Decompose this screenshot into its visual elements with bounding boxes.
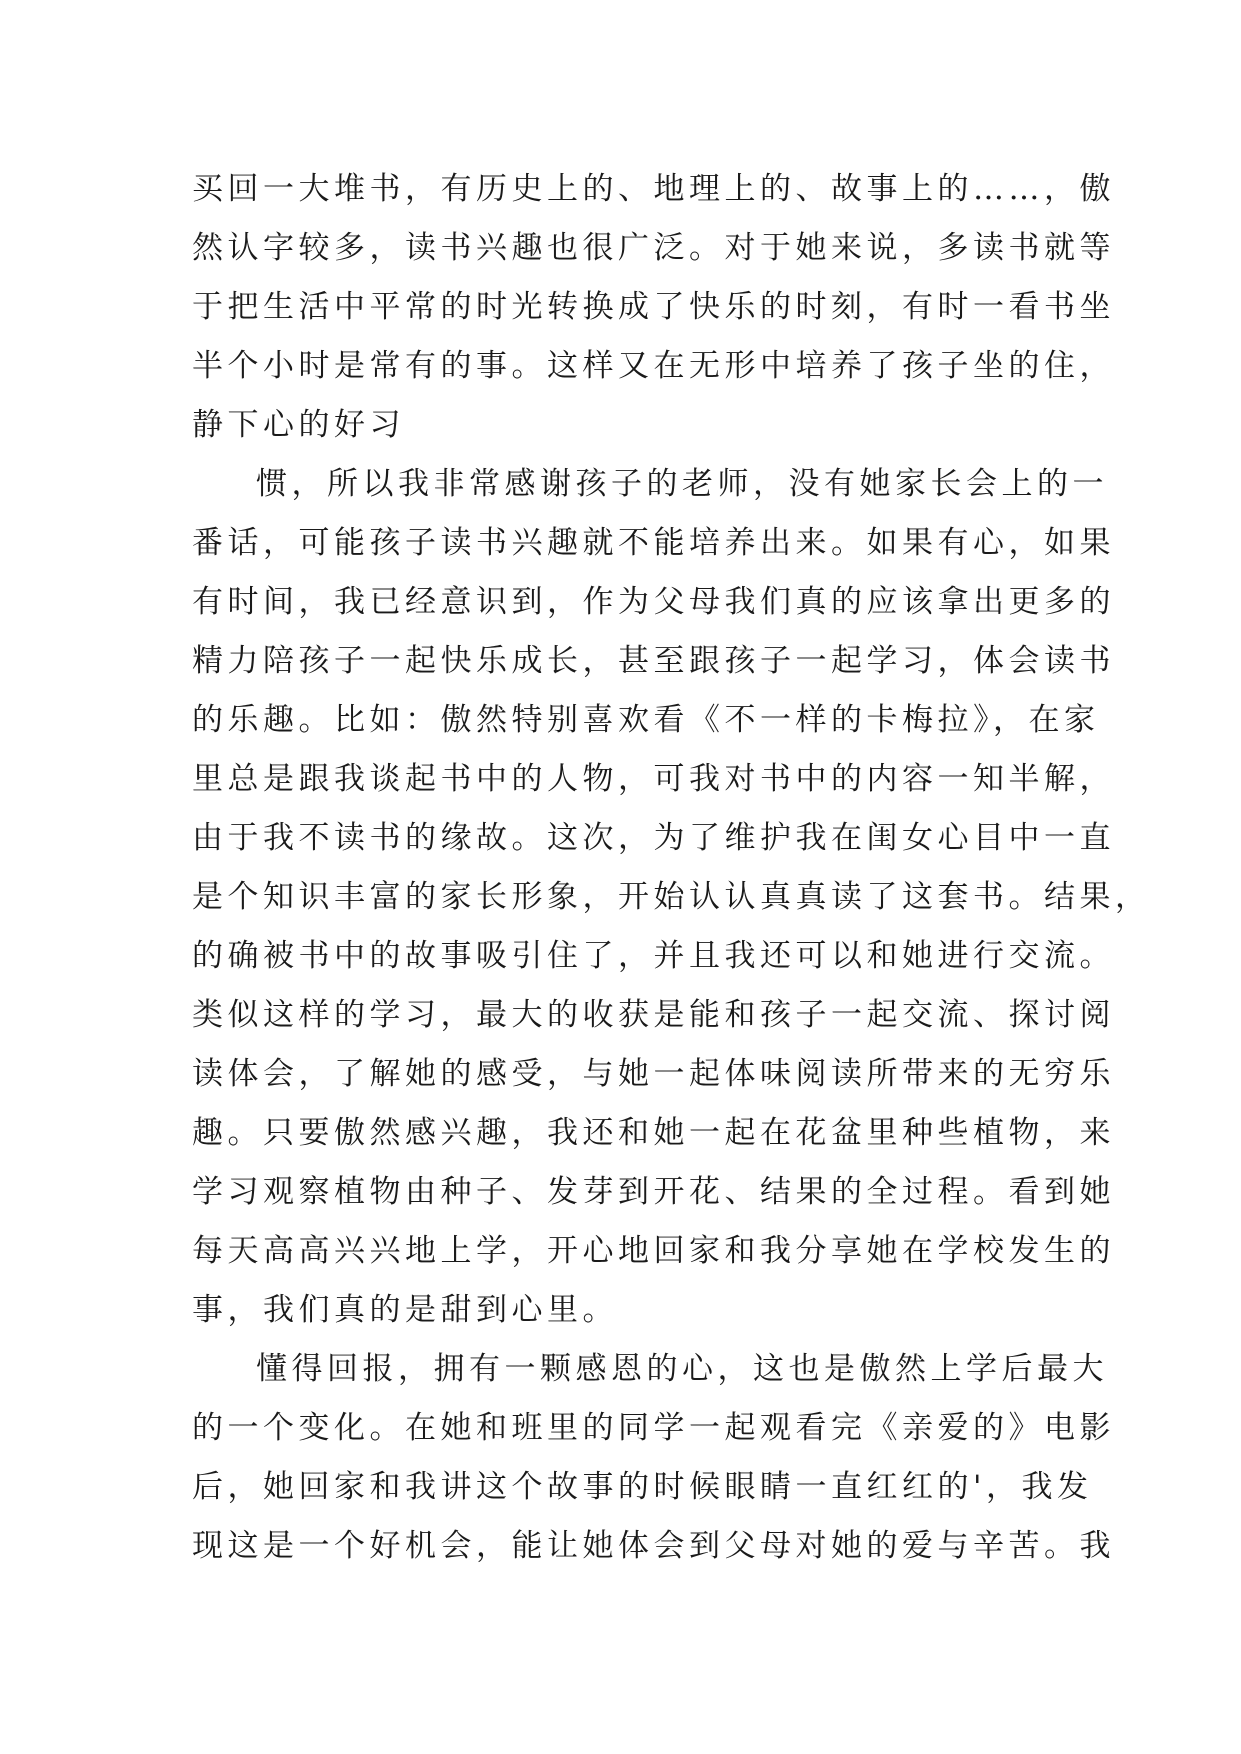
text-line: 现这是一个好机会，能让她体会到父母对她的爱与辛苦。我 bbox=[192, 1528, 1115, 1564]
text-line: 的一个变化。在她和班里的同学一起观看完《亲爱的》电影 bbox=[192, 1410, 1115, 1446]
text-line: 于把生活中平常的时光转换成了快乐的时刻，有时一看书坐 bbox=[192, 289, 1115, 325]
text-line: 半个小时是常有的事。这样又在无形中培养了孩子坐的住， bbox=[192, 348, 1115, 384]
text-line: 类似这样的学习，最大的收获是能和孩子一起交流、探讨阅 bbox=[192, 997, 1115, 1033]
text-line: 惯，所以我非常感谢孩子的老师，没有她家长会上的一 bbox=[256, 466, 1108, 502]
text-line: 里总是跟我谈起书中的人物，可我对书中的内容一知半解， bbox=[192, 761, 1115, 797]
text-line: 有时间，我已经意识到，作为父母我们真的应该拿出更多的 bbox=[192, 584, 1115, 620]
text-line: 是个知识丰富的家长形象，开始认认真真读了这套书。结果， bbox=[192, 879, 1151, 915]
text-line: 趣。只要傲然感兴趣，我还和她一起在花盆里种些植物，来 bbox=[192, 1115, 1115, 1151]
text-line: 的乐趣。比如：傲然特别喜欢看《不一样的卡梅拉》，在家 bbox=[192, 702, 1100, 738]
text-line: 后，她回家和我讲这个故事的时候眼睛一直红红的'，我发 bbox=[192, 1469, 1093, 1505]
text-line: 每天高高兴兴地上学，开心地回家和我分享她在学校发生的 bbox=[192, 1233, 1115, 1269]
text-line: 静下心的好习 bbox=[192, 407, 405, 443]
text-line: 精力陪孩子一起快乐成长，甚至跟孩子一起学习，体会读书 bbox=[192, 643, 1115, 679]
text-line: 学习观察植物由种子、发芽到开花、结果的全过程。看到她 bbox=[192, 1174, 1115, 1210]
text-line: 懂得回报，拥有一颗感恩的心，这也是傲然上学后最大 bbox=[256, 1351, 1108, 1387]
text-line: 番话，可能孩子读书兴趣就不能培养出来。如果有心，如果 bbox=[192, 525, 1115, 561]
text-line: 由于我不读书的缘故。这次，为了维护我在闺女心目中一直 bbox=[192, 820, 1115, 856]
text-line: 然认字较多，读书兴趣也很广泛。对于她来说，多读书就等 bbox=[192, 230, 1115, 266]
text-line: 的确被书中的故事吸引住了，并且我还可以和她进行交流。 bbox=[192, 938, 1115, 974]
text-line: 买回一大堆书，有历史上的、地理上的、故事上的……，傲 bbox=[192, 171, 1115, 207]
text-line: 读体会，了解她的感受，与她一起体味阅读所带来的无穷乐 bbox=[192, 1056, 1115, 1092]
body-text bbox=[192, 160, 1151, 1576]
text-line: 事，我们真的是甜到心里。 bbox=[192, 1292, 618, 1328]
